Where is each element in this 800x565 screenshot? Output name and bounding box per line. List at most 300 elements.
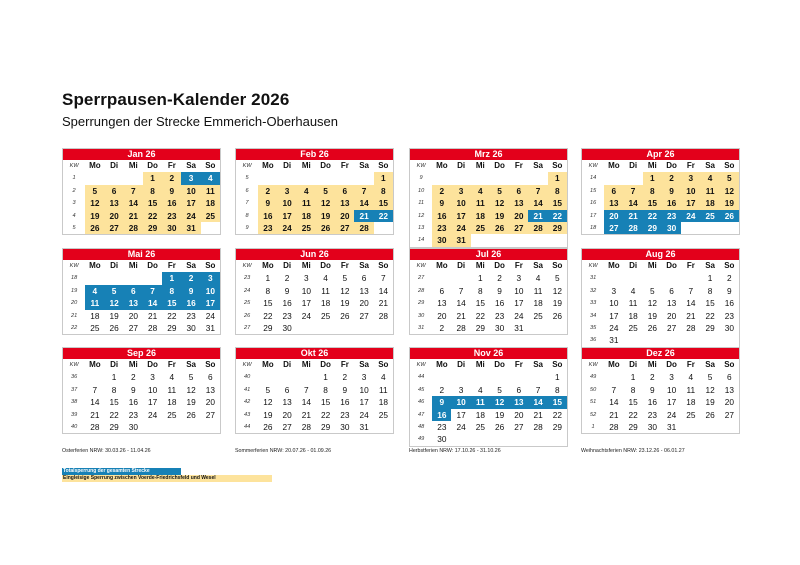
- day-cell: 13: [724, 384, 734, 395]
- day-cell: 3: [150, 372, 155, 383]
- week-number: 51: [589, 399, 597, 406]
- day-cell: 24: [277, 222, 296, 234]
- weekday-header: Fr: [167, 261, 176, 270]
- day-cell: 23: [258, 222, 277, 234]
- day-cell: 22: [320, 409, 331, 420]
- weekday-header: Mi: [301, 261, 311, 270]
- day-cell: 18: [297, 210, 316, 222]
- week-row: [582, 384, 739, 396]
- day-cell: 20: [104, 210, 123, 222]
- page-title: Sperrpausen-Kalender 2026: [62, 90, 290, 109]
- day-cell: 1: [374, 172, 393, 184]
- day-cell: 14: [456, 298, 466, 309]
- day-cell: 12: [85, 197, 104, 209]
- day-cell: 2: [131, 372, 136, 383]
- day-cell: 21: [147, 310, 158, 321]
- day-cell: 10: [181, 185, 200, 197]
- day-cell: 29: [320, 421, 331, 432]
- day-cell: 6: [284, 384, 290, 395]
- day-cell: 17: [681, 197, 700, 209]
- day-cell: 2: [342, 372, 348, 383]
- day-cell: 30: [494, 322, 505, 333]
- day-cell: 28: [456, 322, 466, 333]
- day-cell: 9: [131, 384, 136, 395]
- day-cell: 22: [475, 310, 485, 321]
- week-number: 29: [417, 300, 425, 307]
- day-cell: 28: [354, 222, 373, 234]
- day-cell: 11: [700, 185, 719, 197]
- day-cell: [471, 234, 490, 246]
- kw-header: KW: [588, 163, 598, 169]
- weekday-header: Do: [147, 261, 158, 270]
- day-cell: 2: [284, 273, 290, 284]
- day-cell: [720, 334, 739, 346]
- day-cell: [451, 371, 470, 383]
- weekday-header: Mi: [647, 360, 657, 369]
- day-cell: 27: [359, 310, 369, 321]
- day-cell: [451, 433, 470, 445]
- weekday-header: Do: [666, 261, 677, 270]
- weekday-header: Di: [283, 261, 292, 270]
- week-number: 43: [243, 411, 251, 418]
- day-cell: 28: [533, 421, 543, 432]
- month-block: [62, 148, 221, 235]
- week-number: 15: [589, 187, 597, 194]
- day-cell: 15: [475, 298, 485, 309]
- day-cell: 2: [727, 273, 732, 284]
- kw-header: KW: [242, 163, 252, 169]
- weekday-header: Mi: [647, 161, 657, 170]
- day-cell: 17: [451, 210, 470, 222]
- day-cell: 16: [494, 298, 505, 309]
- day-cell: 24: [451, 222, 470, 234]
- day-cell: 12: [263, 397, 273, 408]
- day-cell: 26: [186, 409, 196, 420]
- day-cell: [354, 172, 373, 184]
- day-cell: 7: [611, 384, 617, 395]
- week-number: 9: [245, 224, 249, 231]
- day-cell: 6: [104, 185, 123, 197]
- weekday-header: Di: [457, 161, 466, 170]
- day-cell: 24: [681, 210, 700, 222]
- day-cell: 5: [342, 273, 348, 284]
- day-cell: 13: [509, 197, 528, 209]
- day-cell: 31: [205, 322, 215, 333]
- day-cell: 16: [724, 298, 734, 309]
- day-cell: 9: [650, 384, 655, 395]
- day-cell: 18: [471, 210, 490, 222]
- weekday-header: So: [205, 261, 216, 270]
- month-block: [235, 347, 394, 434]
- month-block: [409, 248, 568, 335]
- weekday-header: So: [378, 360, 389, 369]
- day-cell: 1: [555, 372, 560, 383]
- day-cell: 29: [643, 222, 662, 234]
- month-header: Jun 26: [236, 249, 393, 260]
- day-cell: 1: [478, 273, 483, 284]
- day-cell: [316, 172, 335, 184]
- weekday-header: So: [205, 360, 216, 369]
- weekday-header: Mo: [436, 161, 448, 170]
- day-cell: 19: [186, 397, 196, 408]
- day-cell: 9: [432, 197, 451, 209]
- weekday-header-row: [63, 359, 220, 371]
- day-cell: 9: [497, 285, 502, 296]
- day-cell: 21: [456, 310, 466, 321]
- weekday-header: Mo: [89, 261, 101, 270]
- day-cell: 19: [494, 409, 505, 420]
- day-cell: 27: [666, 322, 677, 333]
- day-cell: 9: [162, 185, 181, 197]
- day-cell: 30: [162, 222, 181, 234]
- day-cell: 15: [548, 396, 567, 408]
- legend-total-closure: Totalsperrung der gesamten Strecke: [62, 468, 181, 475]
- day-cell: 10: [201, 285, 220, 297]
- day-cell: [143, 421, 162, 433]
- weekday-header: So: [724, 261, 735, 270]
- day-cell: [104, 272, 123, 284]
- month-header: Okt 26: [236, 348, 393, 359]
- week-row: [582, 421, 739, 433]
- day-cell: 14: [90, 397, 100, 408]
- week-row: [236, 197, 393, 209]
- day-cell: 25: [700, 210, 719, 222]
- day-cell: [432, 272, 451, 284]
- day-cell: 18: [167, 397, 177, 408]
- day-cell: 30: [340, 421, 350, 432]
- day-cell: 14: [686, 298, 696, 309]
- day-cell: 14: [378, 285, 388, 296]
- week-number: 39: [70, 411, 78, 418]
- day-cell: 18: [700, 197, 719, 209]
- day-cell: 3: [611, 285, 617, 296]
- week-number: 7: [245, 200, 249, 207]
- day-cell: 5: [490, 185, 509, 197]
- day-cell: 20: [359, 298, 369, 309]
- week-number: 21: [70, 312, 78, 319]
- day-cell: 5: [707, 372, 713, 383]
- day-cell: 28: [301, 421, 311, 432]
- day-cell: [490, 172, 509, 184]
- weekday-header: Di: [110, 161, 119, 170]
- week-number: 40: [243, 374, 251, 381]
- day-cell: [548, 322, 567, 334]
- weekday-header: Di: [457, 261, 466, 270]
- weekday-header: Di: [283, 161, 292, 170]
- day-cell: [509, 234, 528, 246]
- day-cell: 4: [535, 273, 541, 284]
- week-number: 31: [417, 324, 425, 331]
- day-cell: [643, 334, 662, 346]
- week-number: 50: [589, 386, 597, 393]
- week-number: 33: [589, 300, 597, 307]
- day-cell: 4: [201, 172, 220, 184]
- day-cell: 11: [628, 298, 638, 309]
- day-cell: 7: [688, 285, 694, 296]
- kw-header: KW: [242, 263, 252, 269]
- day-cell: 16: [282, 298, 292, 309]
- day-cell: 4: [471, 185, 490, 197]
- day-cell: 20: [604, 210, 623, 222]
- day-cell: 20: [282, 409, 292, 420]
- month-header: Jan 26: [63, 149, 220, 160]
- day-cell: [451, 272, 470, 284]
- week-number: 13: [417, 224, 425, 231]
- day-cell: 1: [143, 172, 162, 184]
- day-cell: 9: [258, 197, 277, 209]
- day-cell: 8: [478, 285, 483, 296]
- weekday-header: Mi: [128, 161, 138, 170]
- day-cell: 31: [609, 335, 619, 346]
- day-cell: [700, 222, 719, 234]
- day-cell: 14: [301, 397, 311, 408]
- day-cell: 20: [205, 397, 215, 408]
- day-cell: 10: [359, 384, 369, 395]
- day-cell: [85, 172, 104, 184]
- day-cell: 5: [650, 285, 655, 296]
- week-row: [63, 421, 220, 433]
- day-cell: 26: [647, 322, 657, 333]
- week-number: 27: [243, 324, 251, 331]
- weekday-header: Di: [629, 161, 638, 170]
- day-cell: [662, 272, 681, 284]
- day-cell: 20: [666, 310, 677, 321]
- weekday-header: Sa: [186, 161, 196, 170]
- week-row: [410, 285, 567, 297]
- day-cell: 17: [666, 397, 677, 408]
- week-row: [410, 409, 567, 421]
- day-cell: [277, 371, 296, 383]
- weekday-header: Do: [494, 161, 505, 170]
- day-cell: 6: [124, 285, 143, 297]
- day-cell: 19: [490, 210, 509, 222]
- day-cell: 1: [707, 273, 713, 284]
- weekday-header: Sa: [359, 360, 369, 369]
- week-row: [236, 210, 393, 222]
- day-cell: [471, 371, 490, 383]
- day-cell: [181, 421, 200, 433]
- weekday-header: Sa: [705, 261, 715, 270]
- week-number: 26: [243, 312, 251, 319]
- weekday-header: So: [205, 161, 216, 170]
- day-cell: 16: [258, 210, 277, 222]
- weekday-header: Mi: [475, 360, 485, 369]
- week-row: [236, 185, 393, 197]
- week-row: [410, 222, 567, 234]
- week-row: [63, 285, 220, 297]
- weekday-header-row: [582, 359, 739, 371]
- day-cell: [124, 272, 143, 284]
- day-cell: 25: [320, 310, 331, 321]
- day-cell: 5: [85, 185, 104, 197]
- day-cell: [143, 272, 162, 284]
- day-cell: 10: [147, 384, 158, 395]
- week-number: 8: [245, 212, 249, 219]
- weekday-header-row: [236, 359, 393, 371]
- week-row: [582, 285, 739, 297]
- month-header: Mrz 26: [410, 149, 567, 160]
- weekday-header: Do: [494, 261, 505, 270]
- weekday-header: Sa: [533, 261, 543, 270]
- day-cell: 18: [533, 298, 543, 309]
- day-cell: 7: [528, 185, 547, 197]
- week-row: [410, 172, 567, 184]
- day-cell: 6: [208, 372, 213, 383]
- day-cell: 26: [552, 310, 562, 321]
- week-row: [582, 172, 739, 184]
- day-cell: 19: [85, 210, 104, 222]
- day-cell: 24: [456, 421, 466, 432]
- month-block: [409, 148, 568, 248]
- month-header: Feb 26: [236, 149, 393, 160]
- day-cell: 21: [623, 210, 642, 222]
- day-cell: 30: [724, 322, 734, 333]
- day-cell: [432, 371, 451, 383]
- day-cell: 7: [304, 384, 309, 395]
- day-cell: 11: [471, 197, 490, 209]
- day-cell: 15: [162, 297, 181, 309]
- day-cell: 24: [359, 409, 369, 420]
- week-number: 18: [70, 275, 78, 282]
- weekday-header: Fr: [340, 161, 349, 170]
- day-cell: [604, 371, 623, 383]
- day-cell: 9: [284, 285, 290, 296]
- weekday-header: So: [552, 261, 563, 270]
- week-row: [410, 197, 567, 209]
- week-row: [236, 172, 393, 184]
- week-number: 49: [417, 436, 425, 443]
- day-cell: 4: [700, 172, 719, 184]
- day-cell: 12: [720, 185, 739, 197]
- day-cell: 19: [647, 310, 657, 321]
- day-cell: 25: [201, 210, 220, 222]
- day-cell: 5: [720, 172, 739, 184]
- day-cell: [201, 421, 220, 433]
- week-number: 28: [417, 287, 425, 294]
- day-cell: [297, 371, 316, 383]
- day-cell: 5: [555, 273, 560, 284]
- week-row: [410, 384, 567, 396]
- weekday-header-row: [582, 160, 739, 172]
- day-cell: 17: [456, 409, 466, 420]
- day-cell: 22: [263, 310, 273, 321]
- day-cell: [509, 433, 528, 445]
- day-cell: 18: [201, 197, 220, 209]
- day-cell: 20: [437, 310, 447, 321]
- legend-single-track-closure: Eingleisige Sperrung zwischen Voerde-Friedrichsfeld und Wesel: [62, 475, 272, 482]
- day-cell: 12: [490, 197, 509, 209]
- day-cell: 12: [490, 396, 509, 408]
- day-cell: 23: [340, 409, 350, 420]
- day-cell: 21: [301, 409, 311, 420]
- day-cell: 28: [90, 421, 100, 432]
- day-cell: 7: [381, 273, 386, 284]
- day-cell: 20: [724, 397, 734, 408]
- weekday-header: Di: [110, 261, 119, 270]
- month-header: Aug 26: [582, 249, 739, 260]
- day-cell: 22: [109, 409, 119, 420]
- kw-header: KW: [416, 362, 426, 368]
- day-cell: [104, 172, 123, 184]
- week-number: 36: [70, 374, 78, 381]
- day-cell: 17: [359, 397, 369, 408]
- day-cell: 1: [162, 272, 181, 284]
- day-cell: 13: [282, 397, 292, 408]
- kw-header: KW: [416, 163, 426, 169]
- day-cell: 15: [143, 197, 162, 209]
- week-number: 45: [417, 386, 425, 393]
- day-cell: 21: [354, 210, 373, 222]
- day-cell: 8: [374, 185, 393, 197]
- day-cell: 28: [623, 222, 642, 234]
- day-cell: 9: [342, 384, 348, 395]
- day-cell: 26: [316, 222, 335, 234]
- day-cell: 13: [666, 298, 677, 309]
- week-row: [236, 421, 393, 433]
- weekday-header: Mi: [475, 161, 485, 170]
- day-cell: 1: [548, 172, 567, 184]
- week-number: 19: [70, 287, 78, 294]
- day-cell: 30: [647, 421, 657, 432]
- day-cell: 8: [555, 384, 560, 395]
- weekday-header: Fr: [514, 360, 523, 369]
- day-cell: 28: [609, 421, 619, 432]
- kw-header: KW: [69, 263, 79, 269]
- day-cell: 22: [628, 409, 638, 420]
- day-cell: 29: [263, 322, 273, 333]
- day-cell: 11: [471, 396, 490, 408]
- week-row: [63, 371, 220, 383]
- day-cell: [432, 172, 451, 184]
- day-cell: 3: [361, 372, 367, 383]
- month-header: Sep 26: [63, 348, 220, 359]
- day-cell: 8: [162, 285, 181, 297]
- day-cell: [681, 334, 700, 346]
- day-cell: 19: [720, 197, 739, 209]
- weekday-header-row: [410, 260, 567, 272]
- weekday-header: Sa: [533, 360, 543, 369]
- day-cell: [335, 172, 354, 184]
- day-cell: 23: [186, 310, 196, 321]
- day-cell: 8: [265, 285, 271, 296]
- day-cell: 23: [494, 310, 505, 321]
- day-cell: 28: [124, 222, 143, 234]
- weekday-header: So: [378, 261, 389, 270]
- day-cell: 3: [681, 172, 700, 184]
- day-cell: 27: [205, 409, 215, 420]
- day-cell: 9: [432, 396, 451, 408]
- week-number: 41: [243, 386, 251, 393]
- day-cell: 13: [509, 396, 528, 408]
- weekday-header: Mo: [262, 360, 274, 369]
- weekday-header: Do: [320, 161, 331, 170]
- day-cell: 18: [628, 310, 638, 321]
- day-cell: [509, 172, 528, 184]
- weekday-header: Mi: [128, 261, 138, 270]
- day-cell: 4: [381, 372, 386, 383]
- day-cell: 27: [128, 322, 138, 333]
- day-cell: 11: [201, 185, 220, 197]
- week-number: 1: [72, 175, 76, 182]
- weekday-header: Mo: [608, 360, 620, 369]
- day-cell: 22: [167, 310, 177, 321]
- day-cell: 6: [439, 285, 445, 296]
- day-cell: 31: [666, 421, 677, 432]
- week-number: 23: [243, 275, 251, 282]
- day-cell: 30: [282, 322, 292, 333]
- week-number: 37: [70, 386, 78, 393]
- day-cell: 1: [111, 372, 117, 383]
